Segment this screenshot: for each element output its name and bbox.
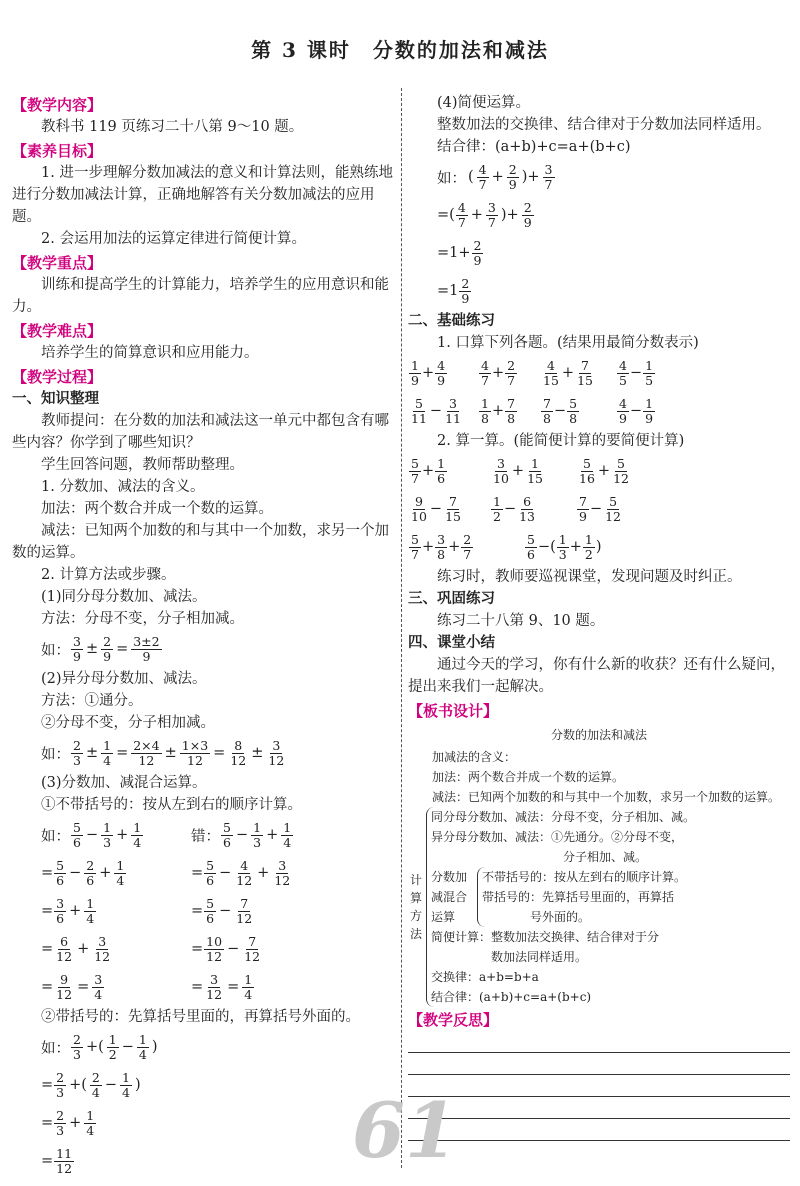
para-teacher-question: 教师提问：在分数的加法和减法这一单元中都包含有哪些内容？你学到了哪些知识？ [12,413,389,451]
simplify-row3: =1+ $\frac{2}{9}$ [437,237,482,268]
example-bracket-row4: = $\frac{11}{12}$ [41,1145,73,1176]
example-bracket-row3: = $\frac{2}{3}$ + $\frac{1}{4}$ [41,1107,95,1138]
para-step2: ②分母不变，分子相加减。 [41,715,215,731]
wrong-label: 错： [191,828,220,845]
section-4-title: 四、课堂小结 [408,635,495,651]
reflection-lines [408,1031,790,1141]
example-same-denominator: 如： $\frac{3}{9}$ ± $\frac{2}{9}$ = $\frac{3\pm 2}{9}$ [41,633,160,664]
reflection-tag: 【教学反思】 [408,1011,499,1029]
board-mixed: 分数加 减混合 运算 不带括号的：按从左到右的顺序计算。 带括号的：先算括号里面的，再算括 号外面的。 [431,867,790,927]
board-same-denominator: 同分母分数加、减法：分母不变，分子相加、减。 [431,810,696,824]
para-method: 2. 计算方法或步骤。 [41,567,176,583]
page-title: 第 3 课时 分数的加法和减法 [251,38,549,62]
example-diff-denominator: 如： $\frac{2}{3}$ ± $\frac{1}{4}$ = $\frac{2\times 4}{12}$ ± $\frac{1\times 3}{12}$ = $\frac{8}{12}$ ± $\frac{3}{12}$ [41,737,285,768]
board-diff-denominator-cont: 分子相加、减。 [563,850,648,864]
example-mixed-row5: = $\frac{9}{12}$ = $\frac{3}{4}$ = $\frac{3}{12}$ = $\frac{1}{4}$ [41,971,253,1002]
difficulty-text: 培养学生的简算意识和应用能力。 [41,345,259,361]
board-methods [408,807,790,1007]
para-oral: 1. 口算下列各题。(结果用最简分数表示) [437,335,699,351]
key-tag: 【教学重点】 [12,254,103,272]
calc-row1: $\frac{5}{7}$ + $\frac{1}{6}$ $\frac{3}{10}$ + $\frac{1}{15}$ $\frac{5}{16}$ + $\frac{5}{12}$ [411,455,629,486]
section-2-title: 二、基础练习 [408,313,495,329]
simplify-row1: 如： ( $\frac{4}{7}$ + $\frac{2}{9}$ )+ $\frac{3}{7}$ [437,161,553,192]
section-1-title: 一、知识整理 [12,391,99,407]
simplify-row4: =1 $\frac{2}{9}$ [437,275,470,306]
example-label: 如： [437,170,466,187]
para-addition: 加法：两个数合并成一个数的运算。 [41,501,273,517]
para-mixed: (3)分数加、减混合运算。 [41,775,207,791]
board-associative: 结合律：(a+b)+c=a+(b+c) [431,990,592,1004]
example-label: 如： [41,642,70,659]
example-mixed-row2: = $\frac{5}{6}$ − $\frac{2}{6}$ + $\frac{1}{4}$ = $\frac{5}{6}$ − $\frac{4}{12}$ + $\frac{3}{12}$ [41,857,291,888]
example-label: 如： [41,828,70,845]
para-diff-denominator: (2)异分母分数加、减法。 [41,671,207,687]
section-3-title: 三、巩固练习 [408,591,495,607]
calc-row3: $\frac{5}{7}$ + $\frac{3}{8}$ + $\frac{2}{7}$ $\frac{5}{6}$ −( $\frac{1}{3}$ + $\frac{1}{2}$ ) [411,531,602,562]
key-text: 训练和提高学生的计算能力，培养学生的应用意识和能力。 [12,277,389,315]
left-column [12,92,395,1180]
para-method-rule: 方法：分母不变，分子相加减。 [41,611,244,627]
para-no-bracket: ①不带括号的：按从左到右的顺序计算。 [41,797,302,813]
writing-line[interactable] [408,1075,790,1097]
board-simplify-cont: 数加法同样适用。 [491,950,588,964]
para-student-answer: 学生回答问题，教师帮助整理。 [41,457,244,473]
para-simplify: (4)简便运算。 [437,95,531,111]
writing-line[interactable] [408,1119,790,1141]
para-calc: 2. 算一算。(能简便计算的要简便计算) [437,433,685,449]
para-summary: 通过今天的学习，你有什么新的收获？还有什么疑问，提出来我们一起解决。 [408,657,785,695]
process-tag: 【教学过程】 [12,368,103,386]
content-text: 教科书 119 页练习二十八第 9～10 题。 [41,119,304,135]
para-meaning: 1. 分数加、减法的含义。 [41,479,205,495]
example-label: 如： [41,746,70,763]
board-simplify: 简便计算：整数加法交换律、结合律对于分 [431,930,660,944]
para-with-bracket: ②带括号的：先算括号里面的，再算括号外面的。 [41,1009,360,1025]
para-step1: 方法：①通分。 [41,693,143,709]
calc-row2: $\frac{9}{10}$ − $\frac{7}{15}$ $\frac{1}{2}$ − $\frac{6}{13}$ $\frac{7}{9}$ − $\frac{5}{12}$ [411,493,622,524]
content-tag: 【教学内容】 [12,96,103,114]
difficulty-tag: 【教学难点】 [12,322,103,340]
board-diff-denominator: 异分母分数加、减法：①先通分。②分母不变， [431,830,684,844]
example-mixed-row1: 如： $\frac{5}{6}$ − $\frac{1}{3}$ + $\frac{1}{4}$ 错： $\frac{5}{6}$ − $\frac{1}{3}$ + $\frac{1}{4}$ [41,819,292,850]
writing-line[interactable] [408,1097,790,1119]
oral-row1: $\frac{1}{9}$ + $\frac{4}{9}$ $\frac{4}{7}$ + $\frac{2}{7}$ $\frac{4}{15}$ + $\frac{7}{15}$ $\frac{4}{5}$ − $\frac{1}{5}$ [411,357,654,388]
board-title: 分数的加法和减法 [550,728,647,742]
para-same-denominator: (1)同分母分数加、减法。 [41,589,207,605]
board-tag: 【板书设计】 [408,702,499,720]
writing-line[interactable] [408,1031,790,1053]
para-subtraction: 减法：已知两个加数的和与其中一个加数，求另一个加数的运算。 [12,523,389,561]
goal-1: 1. 进一步理解分数加减法的意义和计算法则，能熟练地进行分数加减法计算，正确地解答有关分数加减法的应用题。 [12,165,393,225]
board-addition: 加法：两个数合并成一个数的运算。 [432,770,625,784]
board-with-bracket-cont: 号外面的。 [530,910,591,924]
board-no-bracket: 不带括号的：按从左到右的顺序计算。 [482,870,687,884]
fraction: $\frac{3}{9}$ [73,633,81,664]
para-laws: 整数加法的交换律、结合律对于分数加法同样适用。 [437,117,771,133]
simplify-row2: =( $\frac{4}{7}$ + $\frac{3}{7}$ )+ $\frac{2}{9}$ [437,199,532,230]
board-with-bracket: 带括号的：先算括号里面的，再算括 [482,890,675,904]
board-calc-label: 计 算 方 法 [409,873,422,941]
oral-row2: $\frac{5}{11}$ − $\frac{3}{11}$ $\frac{1}{8}$ + $\frac{7}{8}$ $\frac{7}{8}$ − $\frac{5}{8}$ $\frac{4}{9}$ − $\frac{1}{9}$ [411,395,654,426]
goal-2: 2. 会运用加法的运算定律进行简便计算。 [41,231,306,247]
column-divider [401,88,402,1168]
page-number: 61 [352,1086,458,1175]
right-column [408,92,790,1141]
example-mixed-row3: = $\frac{3}{6}$ + $\frac{1}{4}$ = $\frac{5}{6}$ − $\frac{7}{12}$ [41,895,253,926]
para-assoc: 结合律：(a+b)+c=a+(b+c) [437,139,631,155]
fraction: $\frac{3\pm 2}{9}$ [133,633,160,664]
para-patrol: 练习时，教师要巡视课堂，发现问题及时纠正。 [437,569,742,585]
board-commutative: 交换律：a+b=b+a [431,970,539,984]
board-design [408,725,790,1007]
example-bracket-row2: = $\frac{2}{3}$ +( $\frac{2}{4}$ − $\frac{1}{4}$ ) [41,1069,141,1100]
board-meaning: 加减法的含义： [432,750,517,764]
example-bracket-row1: 如： $\frac{2}{3}$ +( $\frac{1}{2}$ − $\frac{1}{4}$ ) [41,1031,158,1062]
board-subtraction: 减法：已知两个加数的和与其中一个加数，求另一个加数的运算。 [432,790,781,804]
writing-line[interactable] [408,1053,790,1075]
fraction: $\frac{2}{9}$ [103,633,112,664]
example-mixed-row4: = $\frac{6}{12}$ + $\frac{3}{12}$ = $\frac{10}{12}$ − $\frac{7}{12}$ [41,933,261,964]
goal-tag: 【素养目标】 [12,142,103,160]
para-exercise: 练习二十八第 9、10 题。 [437,613,605,629]
example-label: 如： [41,1040,70,1057]
